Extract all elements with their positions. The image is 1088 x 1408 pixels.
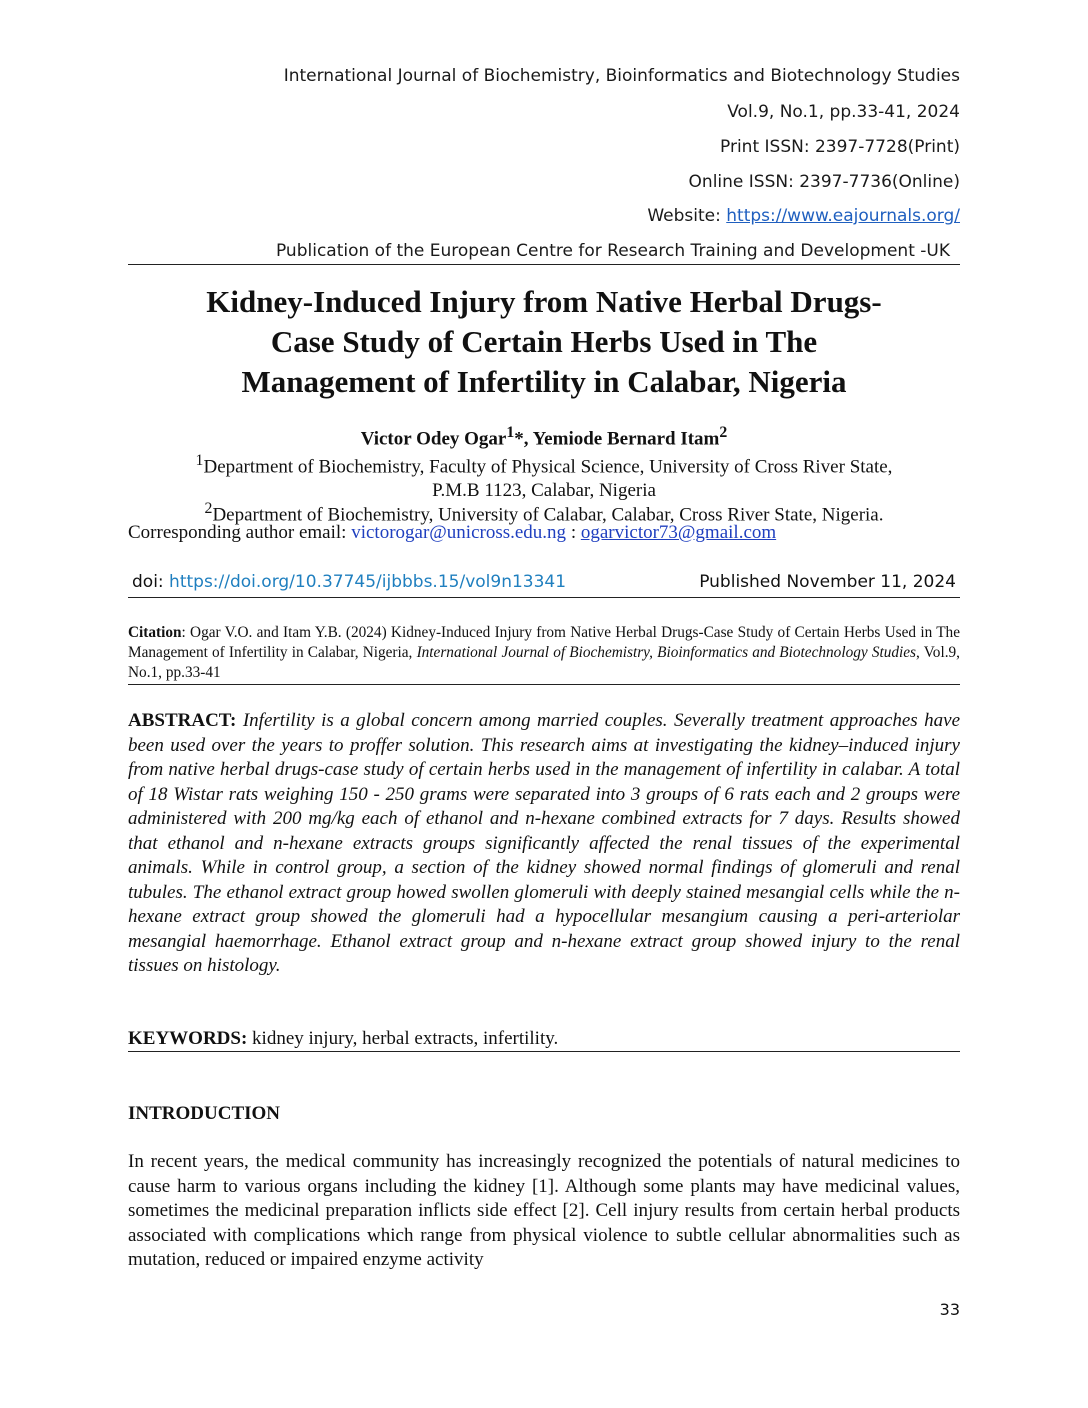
author-1: Victor Odey Ogar bbox=[360, 428, 507, 450]
author-list bbox=[128, 424, 960, 450]
print-issn: Print ISSN: 2397-7728(Print) bbox=[720, 137, 960, 157]
abstract-label: ABSTRACT: bbox=[128, 710, 243, 731]
corresponding-mark: *, bbox=[514, 428, 533, 450]
citation-volume: , Vol.9, No.1, pp.33-41 bbox=[128, 644, 960, 681]
affiliation-1-line-1: Department of Biochemistry, Faculty of Physical Science, University of Cross River State, bbox=[203, 456, 893, 478]
affiliation-2-text: Department of Biochemistry, University of Calabar, Calabar, Cross River State, Nigeria. bbox=[212, 504, 884, 526]
keywords-text: kidney injury, herbal extracts, infertility. bbox=[247, 1028, 559, 1049]
title-line-3: Management of Infertility in Calabar, Nigeria bbox=[241, 364, 847, 399]
introduction-heading: INTRODUCTION bbox=[128, 1103, 281, 1124]
citation-rule bbox=[128, 684, 960, 685]
header-rule bbox=[128, 264, 960, 265]
affiliation-1-line-2: P.M.B 1123, Calabar, Nigeria bbox=[432, 480, 656, 502]
page-number: 33 bbox=[939, 1300, 960, 1319]
website-link[interactable]: https://www.eajournals.org/ bbox=[726, 206, 960, 226]
corresponding-email bbox=[128, 522, 776, 544]
published-date: Published November 11, 2024 bbox=[699, 572, 956, 592]
online-issn: Online ISSN: 2397-7736(Online) bbox=[688, 172, 960, 192]
website-line bbox=[647, 206, 960, 226]
doi-rule bbox=[128, 597, 960, 598]
citation-label: Citation bbox=[128, 624, 182, 641]
keywords-rule bbox=[128, 1051, 960, 1052]
paper-title bbox=[128, 282, 960, 402]
keywords-label: KEYWORDS: bbox=[128, 1028, 248, 1049]
author-2-affil: 2 bbox=[719, 424, 728, 441]
email-link-1[interactable]: victorogar@unicross.edu.ng bbox=[351, 522, 567, 543]
journal-name: International Journal of Biochemistry, Bioinformatics and Biotechnology Studies bbox=[283, 66, 960, 86]
author-1-affil: 1 bbox=[506, 424, 515, 441]
introduction-paragraph: In recent years, the medical community has increasingly recognized the potentials of natural medicines to cause harm to various organs including the kidney [1]. Although some plants may have medicinal values, sometimes the medicinal preparation inflicts side effect [2]. Cell injury results from certain herbal products associated with complications which range from physical violence to subtle cellular abnormalities such as mutation, reduced or impaired enzyme activity bbox=[128, 1151, 960, 1270]
doi-label: doi: bbox=[132, 572, 170, 592]
email-label: Corresponding author email: bbox=[128, 522, 352, 543]
citation-text: : Ogar V.O. and Itam Y.B. (2024) Kidney-Induced Injury from Native Herbal Drugs-Case Study of Certain Herbs Used in The Management of Infertility in Calabar, Nigeria, bbox=[128, 624, 960, 661]
abstract bbox=[128, 709, 960, 979]
website-label: Website: bbox=[647, 206, 727, 226]
abstract-text: Infertility is a global concern among married couples. Severally treatment approaches have been used over the years to proffer solution. This research aims at investigating the kidney–induced injury from native herbal drugs-case study of certain herbs used in the management of infertility in calabar. A total of 18 Wistar rats weighing 150 - 250 grams were separated into 3 groups of 6 rats each and 2 groups were administered with 200 mg/kg each of ethanol and n-hexane combined extracts for 7 days. Results showed that ethanol and n-hexane extracts groups significantly affected the renal tissues of the experimental animals. While in control group, a section of the kidney showed normal findings of glomeruli and renal tubules. The ethanol extract group howed swollen glomeruli with deeply stained mesangial cells while the n-hexane extract group showed the glomeruli had a hypocellular mesangium causing a peri-arteriolar mesangial haemorrhage. Ethanol extract group and n-hexane extract group showed injury to the renal tissues on histology. bbox=[128, 710, 961, 976]
email-separator: : bbox=[566, 522, 581, 543]
keywords bbox=[128, 1028, 558, 1050]
publisher-line: Publication of the European Centre for Research Training and Development -UK bbox=[275, 241, 950, 261]
title-line-2: Case Study of Certain Herbs Used in The bbox=[270, 324, 818, 359]
affiliation-1-sup: 1 bbox=[195, 452, 204, 469]
affiliation-1 bbox=[128, 449, 960, 503]
doi-line bbox=[132, 572, 566, 592]
affiliation-2-sup: 2 bbox=[204, 500, 213, 517]
citation bbox=[128, 623, 960, 683]
citation-journal: International Journal of Biochemistry, Bioinformatics and Biotechnology Studies bbox=[416, 644, 917, 661]
title-line-1: Kidney-Induced Injury from Native Herbal Drugs- bbox=[206, 284, 882, 319]
author-2: Yemiode Bernard Itam bbox=[532, 428, 720, 450]
email-link-2[interactable]: ogarvictor73@gmail.com bbox=[580, 522, 777, 543]
volume-info: Vol.9, No.1, pp.33-41, 2024 bbox=[727, 102, 960, 122]
doi-link[interactable]: https://doi.org/10.37745/ijbbbs.15/vol9n13341 bbox=[169, 572, 567, 592]
